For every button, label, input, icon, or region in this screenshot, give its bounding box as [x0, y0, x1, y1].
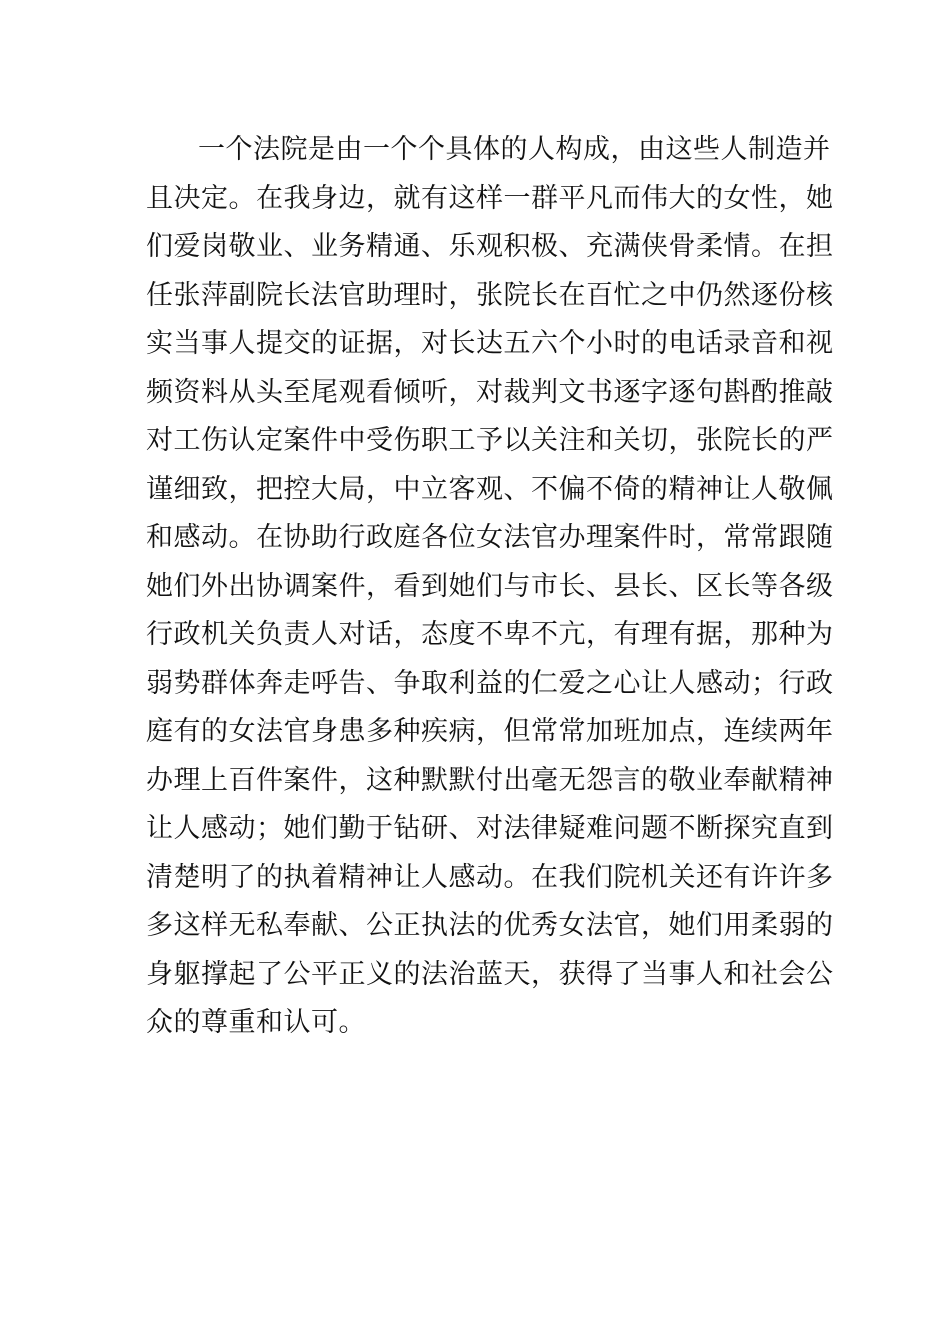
- paragraph-line: 且决定。在我身边，就有这样一群平凡而伟大的女性，她: [146, 182, 834, 214]
- paragraph-line: 和感动。在协助行政庭各位女法官办理案件时，常常跟随: [146, 522, 834, 553]
- paragraph-line: 一个法院是由一个个具体的人构成，由这些人制造并: [198, 134, 831, 165]
- paragraph-line: 她们外出协调案件，看到她们与市长、县长、区长等各级: [146, 570, 834, 602]
- paragraph-line: 行政机关负责人对话，态度不卑不亢，有理有据，那种为: [146, 619, 834, 650]
- paragraph-line: 频资料从头至尾观看倾听，对裁判文书逐字逐句斟酌推敲: [146, 376, 834, 408]
- paragraph-line: 众的尊重和认可。: [146, 1007, 366, 1038]
- body-paragraph: [146, 126, 834, 1048]
- paragraph-line: 任张萍副院长法官助理时，张院长在百忙之中仍然逐份核: [146, 279, 834, 311]
- paragraph-line: 谨细致，把控大局，中立客观、不偏不倚的精神让人敬佩: [146, 473, 834, 505]
- paragraph-line: 清楚明了的执着精神让人感动。在我们院机关还有许许多: [146, 861, 834, 893]
- paragraph-line: 让人感动；她们勤于钻研、对法律疑难问题不断探究直到: [146, 813, 834, 844]
- paragraph-line: 对工伤认定案件中受伤职工予以关注和关切，张院长的严: [146, 425, 834, 456]
- paragraph-line: 多这样无私奉献、公正执法的优秀女法官，她们用柔弱的: [146, 910, 834, 941]
- paragraph-line: 实当事人提交的证据，对长达五六个小时的电话录音和视: [146, 328, 834, 359]
- paragraph-line: 庭有的女法官身患多种疾病，但常常加班加点，连续两年: [146, 716, 834, 747]
- paragraph-line: 身躯撑起了公平正义的法治蓝天，获得了当事人和社会公: [146, 958, 834, 990]
- paragraph-line: 们爱岗敬业、业务精通、乐观积极、充满侠骨柔情。在担: [146, 231, 834, 262]
- paragraph-line: 办理上百件案件，这种默默付出毫无怨言的敬业奉献精神: [146, 764, 834, 796]
- paragraph-line: 弱势群体奔走呼告、争取利益的仁爱之心让人感动；行政: [146, 667, 834, 699]
